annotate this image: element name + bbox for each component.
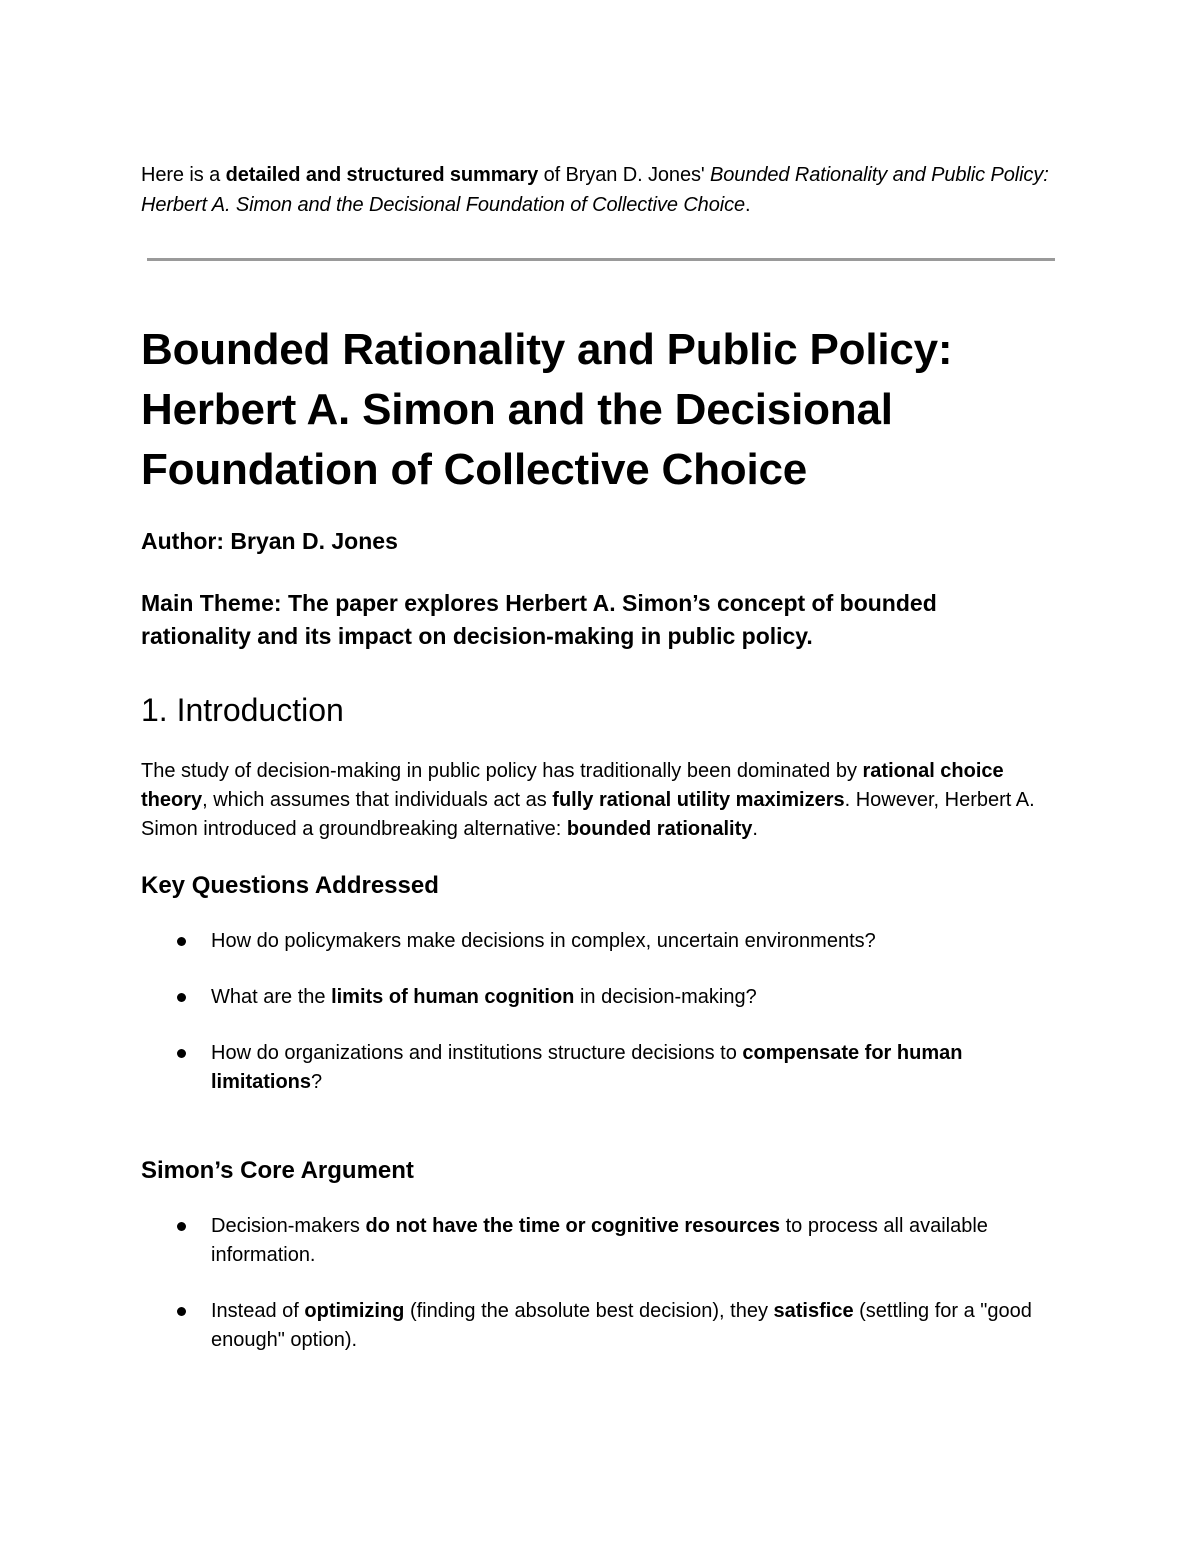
intro-bold: detailed and structured summary [225, 164, 539, 186]
intro-sentence [141, 160, 1059, 220]
list-item-text: How do organizations and institutions structure decisions to [211, 1042, 743, 1064]
bullet-icon [177, 1307, 186, 1316]
introduction-paragraph [141, 757, 1051, 844]
para-bold: bounded rationality [566, 818, 753, 840]
main-theme: Main Theme: The paper explores Herbert A. Simon’s concept of bounded rationality and its impact on decision-making in public policy. [141, 590, 937, 649]
intro-italic-title: Bounded Rationality and Public Policy: Herbert A. Simon and the Decisional Foundation of Collective Choice [141, 164, 1049, 216]
list-item-text: ? [311, 1071, 323, 1093]
bullet-icon [177, 1049, 186, 1058]
horizontal-divider [147, 258, 1055, 261]
list-item [141, 1212, 1059, 1270]
intro-suffix: . [745, 194, 751, 216]
list-item-bold: do not have the time or cognitive resources [365, 1215, 781, 1237]
list-item-bold: satisfice [773, 1300, 854, 1322]
para-bold: fully rational utility maximizers [552, 789, 845, 811]
list-item [141, 983, 1059, 1012]
para-text: , which assumes that individuals act as [202, 789, 553, 811]
list-item-text: to process all available information. [211, 1215, 988, 1266]
core-argument-heading: Simon’s Core Argument [141, 1157, 414, 1184]
core-argument-list [141, 1212, 1059, 1382]
list-item [141, 1297, 1059, 1355]
section-heading-introduction: 1. Introduction [141, 692, 344, 728]
list-item-bold: compensate for human limitations [211, 1042, 963, 1093]
list-item-text: Instead of [211, 1300, 305, 1322]
para-text: . [752, 818, 758, 840]
para-text: The study of decision-making in public policy has traditionally been dominated by [141, 760, 863, 782]
para-text: . However, Herbert A. Simon introduced a groundbreaking alternative: [141, 789, 1035, 840]
key-questions-list [141, 927, 1059, 1124]
document-title: Bounded Rationality and Public Policy: Herbert A. Simon and the Decisional Foundation of Collective Choice [141, 325, 953, 494]
list-item-bold: optimizing [304, 1300, 405, 1322]
list-item [141, 927, 1059, 956]
list-item-text: What are the [211, 986, 332, 1008]
author-line: Author: Bryan D. Jones [141, 528, 398, 554]
list-item-text: Decision-makers [211, 1215, 366, 1237]
bullet-icon [177, 993, 186, 1002]
bullet-icon [177, 937, 186, 946]
list-item-text: How do policymakers make decisions in complex, uncertain environments? [211, 930, 876, 952]
key-questions-heading: Key Questions Addressed [141, 872, 439, 899]
list-item-text: in decision-making? [574, 986, 757, 1008]
intro-middle: of Bryan D. Jones' [538, 164, 711, 186]
bullet-icon [177, 1222, 186, 1231]
list-item-bold: limits of human cognition [331, 986, 575, 1008]
intro-prefix: Here is a [141, 164, 226, 186]
document-content [141, 160, 1059, 1351]
para-bold: rational choice theory [141, 760, 1004, 811]
list-item [141, 1039, 1059, 1097]
list-item-text: (finding the absolute best decision), they [404, 1300, 774, 1322]
list-item-text: (settling for a "good enough" option). [211, 1300, 1032, 1351]
